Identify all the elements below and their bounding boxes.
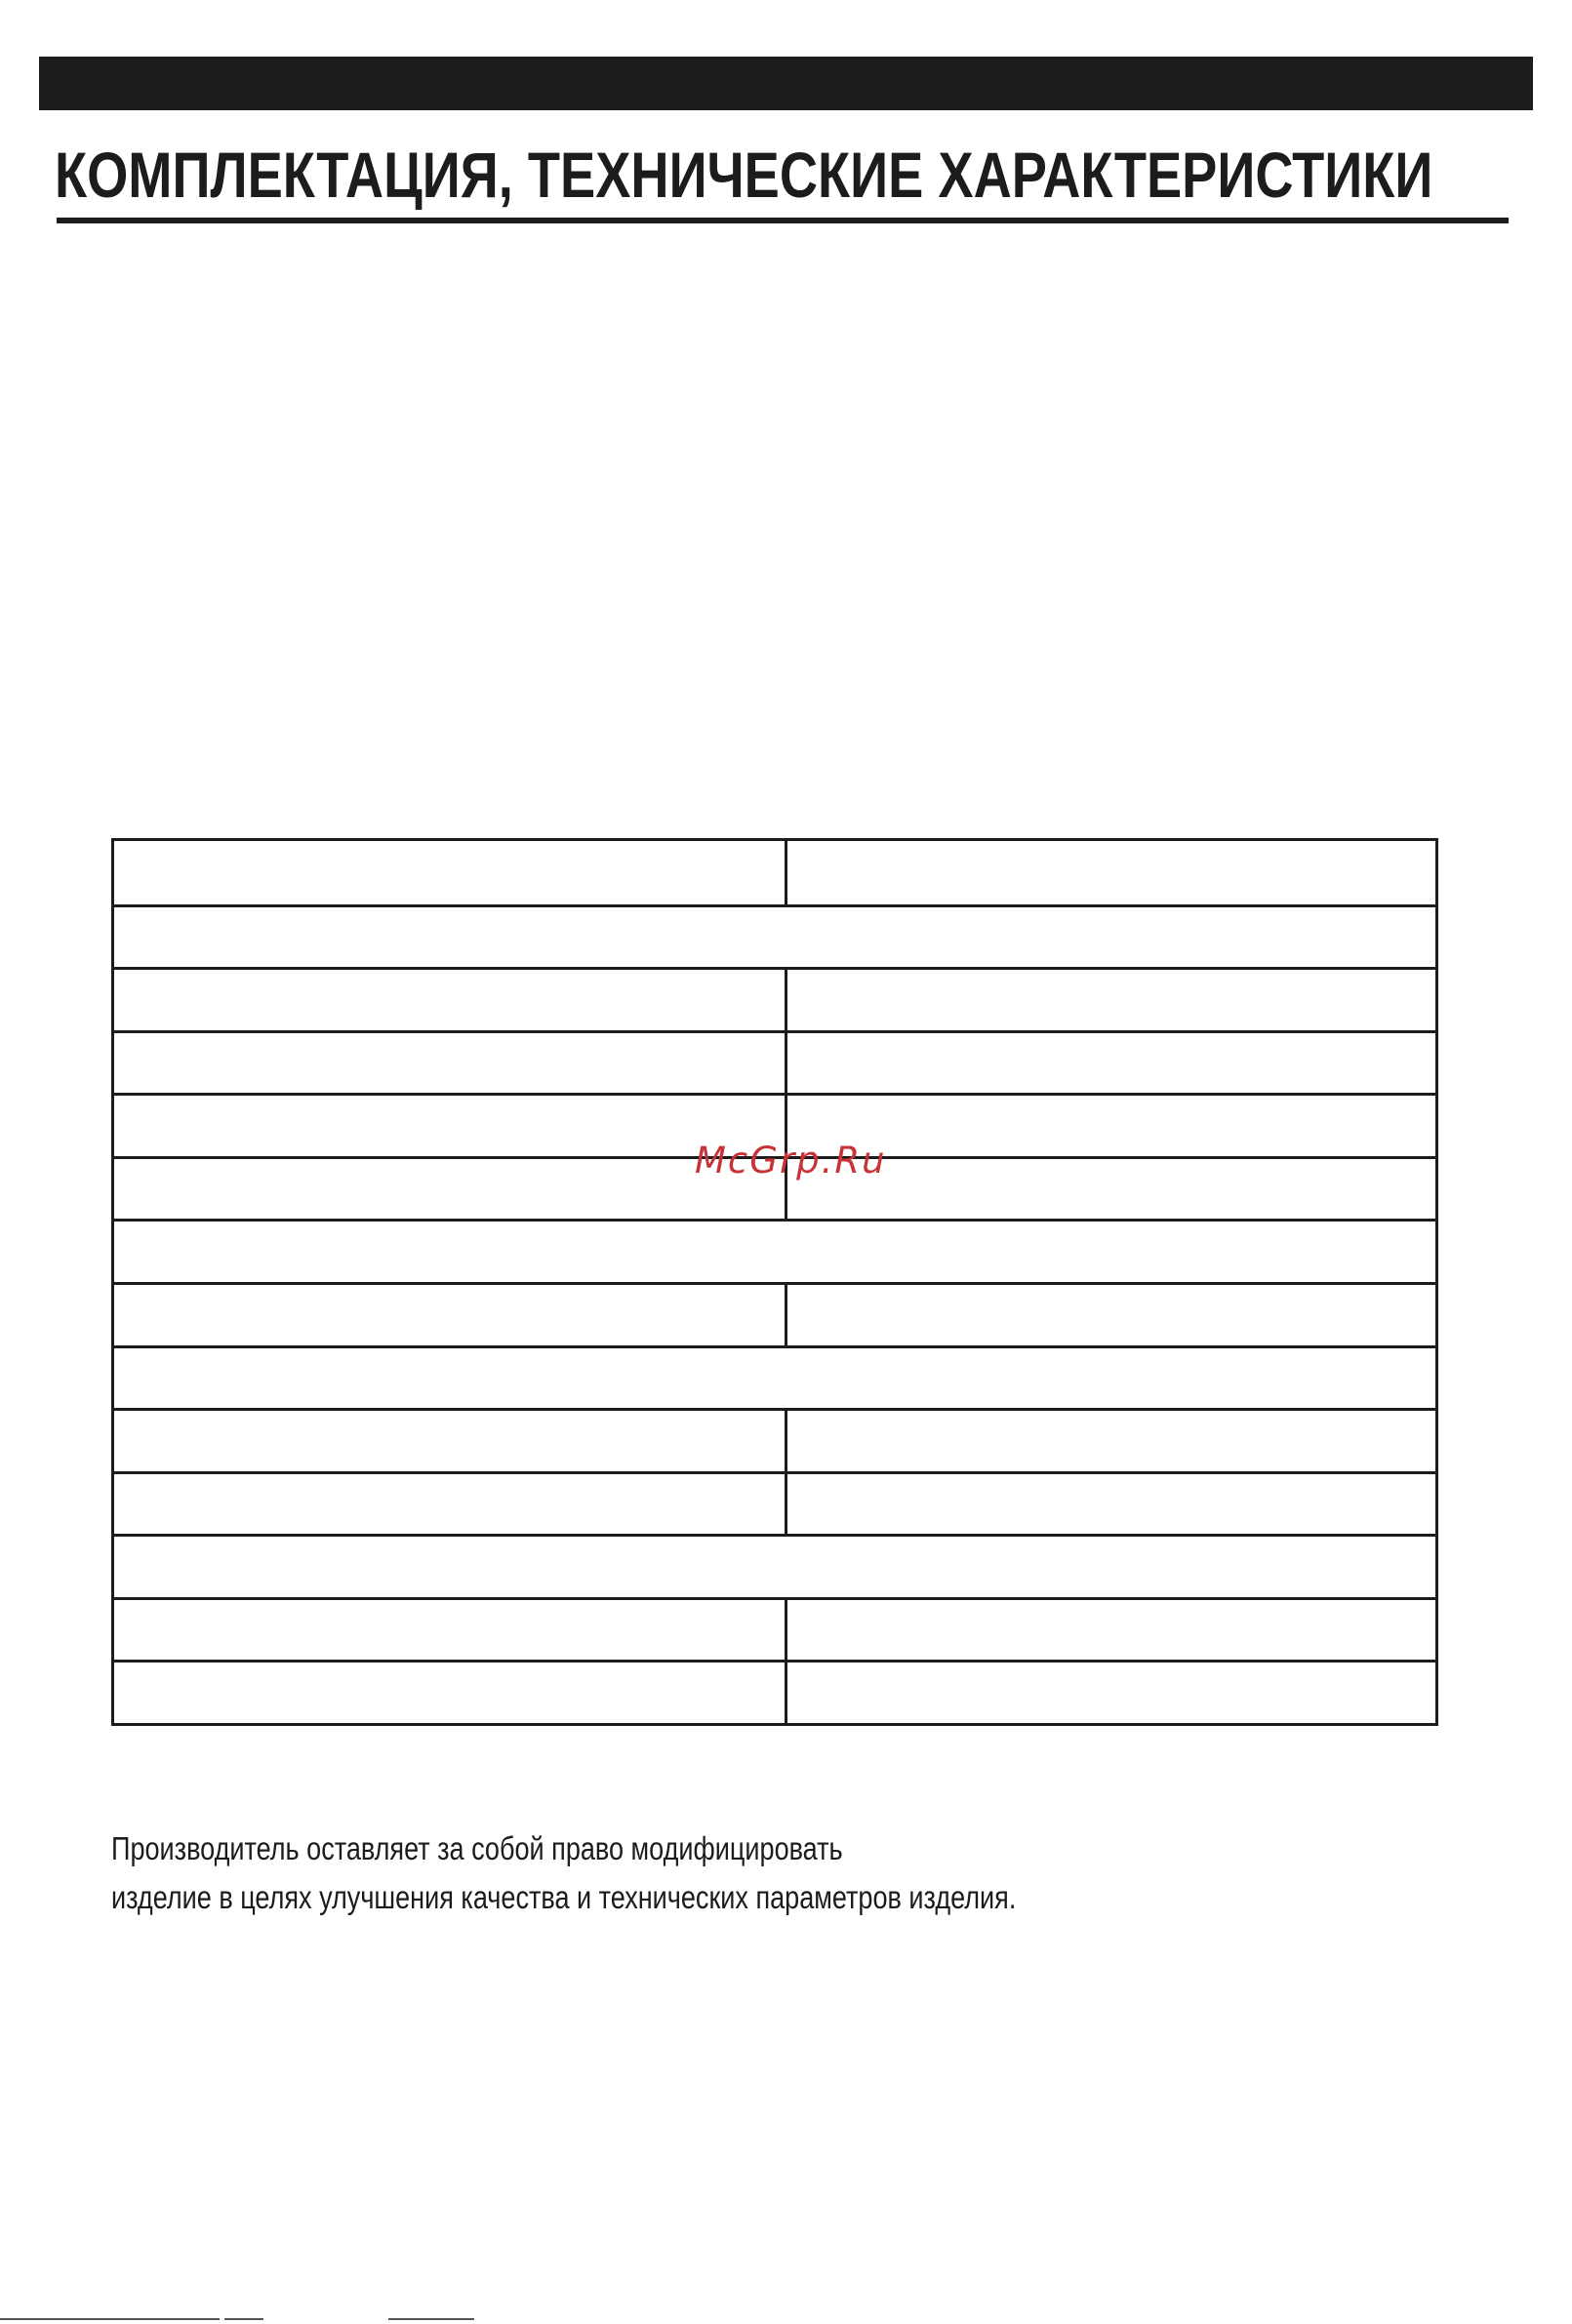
page-title: КОМПЛЕКТАЦИЯ, ТЕХНИЧЕСКИЕ ХАРАКТЕРИСТИКИ [55, 139, 1433, 211]
table-row [114, 967, 1435, 1030]
header-bar [39, 57, 1533, 110]
title-underline [57, 218, 1509, 223]
disclaimer-text [111, 1824, 1151, 1922]
table-row [114, 841, 1435, 904]
column-divider [785, 841, 787, 904]
column-divider [785, 1474, 787, 1535]
table-section-row [114, 1219, 1435, 1282]
table-row [114, 1282, 1435, 1345]
column-divider [785, 970, 787, 1030]
table-row [114, 1030, 1435, 1094]
column-divider [785, 1285, 787, 1345]
column-divider [785, 1411, 787, 1471]
disclaimer-line-1: Производитель оставляет за собой право модифицировать [111, 1830, 843, 1866]
column-divider [785, 1033, 787, 1094]
table-row [114, 1471, 1435, 1535]
table-row [114, 1597, 1435, 1661]
table-row [114, 1660, 1435, 1723]
bottom-edge-marks [0, 2318, 1572, 2324]
table-row [114, 1408, 1435, 1471]
disclaimer-line-2: изделие в целях улучшения качества и технических параметров изделия. [111, 1879, 1017, 1915]
table-section-row [114, 1345, 1435, 1409]
watermark: McGrp.Ru [695, 1140, 887, 1182]
column-divider [785, 1600, 787, 1661]
table-section-row [114, 904, 1435, 968]
column-divider [785, 1663, 787, 1723]
specifications-table [111, 838, 1438, 1726]
table-section-row [114, 1534, 1435, 1597]
